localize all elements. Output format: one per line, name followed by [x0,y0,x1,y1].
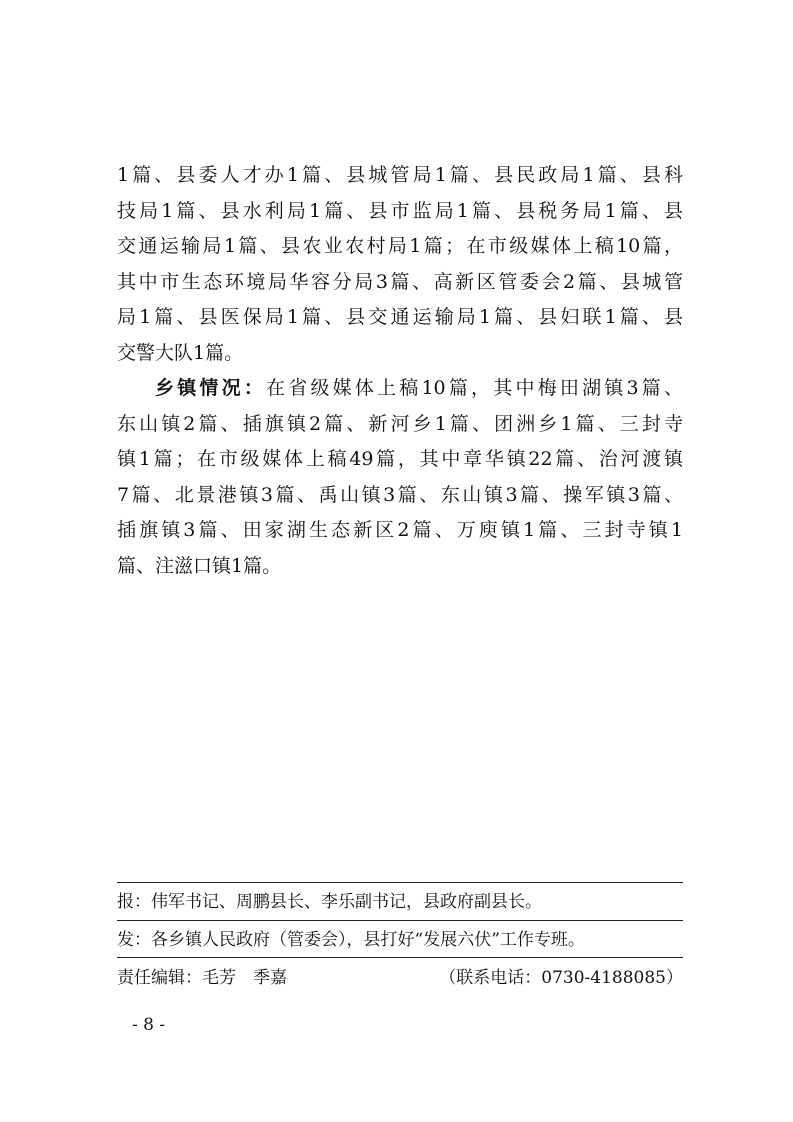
body-line-segment: 在省级媒体上稿10篇，其中梅田湖镇3篇、 [266,377,683,399]
editor-contact-line [117,963,683,988]
body-line: 技局1篇、县水利局1篇、县市监局1篇、县税务局1篇、县 [117,199,683,222]
article-body [117,158,683,584]
footer-divider-top [117,882,683,883]
body-line: 其中市生态环境局华容分局3篇、高新区管委会2篇、县城管 [117,270,683,293]
township-paragraph-first-line [117,371,683,407]
body-line: 交警大队1篇。 [117,341,244,364]
report-to-line: 报：伟军书记、周鹏县长、李乐副书记，县政府副县长。 [117,892,542,912]
body-line: 插旗镇3篇、田家湖生态新区2篇、万庾镇1篇、三封寺镇1 [117,519,683,541]
body-line: 东山镇2篇、插旗镇2篇、新河乡1篇、团洲乡1篇、三封寺 [117,412,683,435]
body-line: 镇1篇；在市级媒体上稿49篇，其中章华镇22篇、治河渡镇 [117,448,683,470]
footer-divider-middle [117,920,683,921]
body-line: 7篇、北景港镇3篇、禹山镇3篇、东山镇3篇、操军镇3篇、 [117,483,683,506]
responsible-editor: 责任编辑：毛芳 季嘉 [117,968,287,988]
body-line: 篇、注滋口镇1篇。 [117,554,282,577]
body-line: 1篇、县委人才办1篇、县城管局1篇、县民政局1篇、县科 [117,164,683,186]
page-number: - 8 - [132,1015,166,1035]
body-line: 交通运输局1篇、县农业农村局1篇；在市级媒体上稿10篇， [117,235,683,257]
body-line: 局1篇、县医保局1篇、县交通运输局1篇、县妇联1篇、县 [117,306,683,328]
township-heading: 乡镇情况： [155,377,267,399]
contact-phone: （联系电话：0730-4188085） [439,968,683,988]
send-to-line: 发：各乡镇人民政府（管委会），县打好“发展六伏”工作专班。 [117,930,585,950]
footer-divider-bottom [117,957,683,958]
